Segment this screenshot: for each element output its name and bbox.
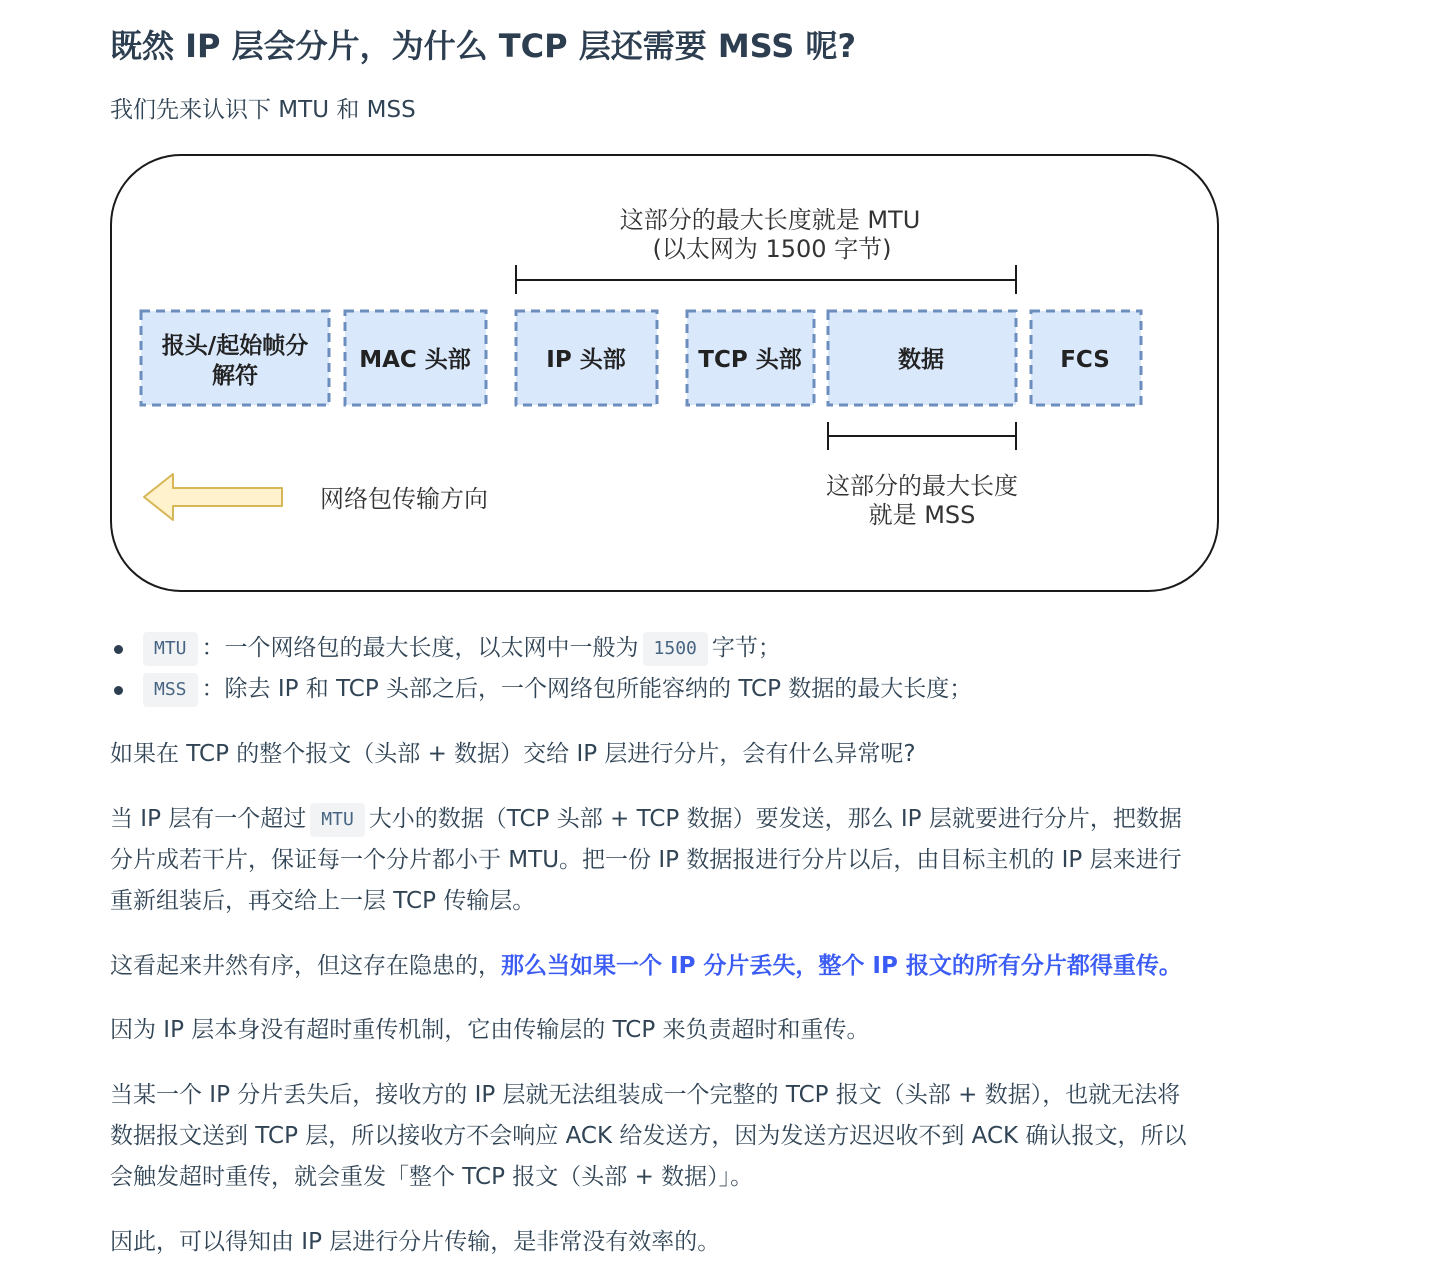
paragraph-loss (110, 1075, 1230, 1198)
highlight-text: 那么当如果一个 IP 分片丢失，整个 IP 报文的所有分片都得重传 (501, 953, 1159, 979)
list-item-colon: ： (201, 676, 225, 702)
paragraph-text: 这看起来井然有序，但这存在隐患的， (110, 953, 501, 979)
definition-list (110, 628, 972, 710)
inline-code-mtu-2: MTU (310, 803, 365, 837)
paragraph-hazard (110, 946, 1230, 987)
section-heading: 既然 IP 层会分片，为什么 TCP 层还需要 MSS 呢? (110, 27, 857, 65)
frame-box-ip-header (516, 311, 657, 405)
box-preamble-line2: 解符 (212, 363, 258, 389)
list-item-mss (110, 669, 972, 710)
bullet-dot (114, 645, 123, 654)
list-item-text: 一个网络包的最大长度，以太网中一般为 (224, 635, 639, 661)
frame-box-tcp-header (687, 311, 814, 405)
list-item-colon: ： (201, 635, 225, 661)
mss-label-line1: 这部分的最大长度 (826, 472, 1018, 500)
box-mac-label: MAC 头部 (359, 347, 471, 373)
list-item-text: 除去 IP 和 TCP 头部之后，一个网络包所能容纳的 TCP 数据的最大长度； (224, 676, 973, 702)
frame-box-preamble (141, 311, 329, 405)
box-preamble-line1: 报头/起始帧分 (161, 333, 309, 359)
paragraph-fragmentation (110, 799, 1230, 922)
paragraph-text: 大小的数据（TCP 头部 + TCP 数据）要发送，那么 IP 层就要进行分片，把数据 (368, 806, 1182, 832)
mtu-mss-diagram (0, 0, 1451, 600)
frame-box-mac-header (345, 311, 486, 405)
frame-box-fcs (1031, 311, 1141, 405)
box-ip-label: IP 头部 (546, 347, 626, 373)
paragraph-no-retransmit: 因为 IP 层本身没有超时重传机制，它由传输层的 TCP 来负责超时和重传。 (110, 1017, 870, 1043)
frame-box-data (828, 311, 1016, 405)
mss-label-line2: 就是 MSS (868, 501, 976, 529)
bullet-dot (114, 686, 123, 695)
paragraph-text: 重新组装后，再交给上一层 TCP 传输层。 (110, 888, 536, 914)
paragraph-text: 当某一个 IP 分片丢失后，接收方的 IP 层就无法组装成一个完整的 TCP 报文（头部 + 数据），也就无法将 (110, 1082, 1181, 1108)
direction-label: 网络包传输方向 (320, 485, 488, 513)
paragraph-text: 数据报文送到 TCP 层，所以接收方不会响应 ACK 给发送方，因为发送方迟迟收不到 ACK 确认报文，所以 (110, 1123, 1187, 1149)
paragraph-text: 会触发超时重传，就会重发「整个 TCP 报文（头部 + 数据）」。 (110, 1164, 754, 1190)
intro-paragraph: 我们先来认识下 MTU 和 MSS (110, 97, 416, 123)
list-item-mtu (110, 628, 972, 669)
paragraph-question: 如果在 TCP 的整个报文（头部 + 数据）交给 IP 层进行分片，会有什么异常呢? (110, 741, 916, 767)
paragraph-conclusion: 因此，可以得知由 IP 层进行分片传输，是非常没有效率的。 (110, 1229, 721, 1255)
highlight-period: 。 (1158, 953, 1182, 979)
paragraph-text: 分片成若干片，保证每一个分片都小于 MTU。把一份 IP 数据报进行分片以后，由目标主机的 IP 层来进行 (110, 847, 1182, 873)
box-data-label: 数据 (898, 347, 944, 373)
inline-code-1500: 1500 (643, 632, 708, 666)
box-tcp-label: TCP 头部 (698, 347, 802, 373)
inline-code-mss: MSS (143, 673, 198, 707)
mtu-label-line1: 这部分的最大长度就是 MTU (619, 206, 921, 234)
box-fcs-label: FCS (1060, 347, 1110, 373)
inline-code-mtu: MTU (143, 632, 198, 666)
paragraph-text: 当 IP 层有一个超过 (110, 806, 307, 832)
mtu-label-line2: (以太网为 1500 字节) (652, 235, 892, 263)
list-item-text: 字节； (711, 635, 781, 661)
